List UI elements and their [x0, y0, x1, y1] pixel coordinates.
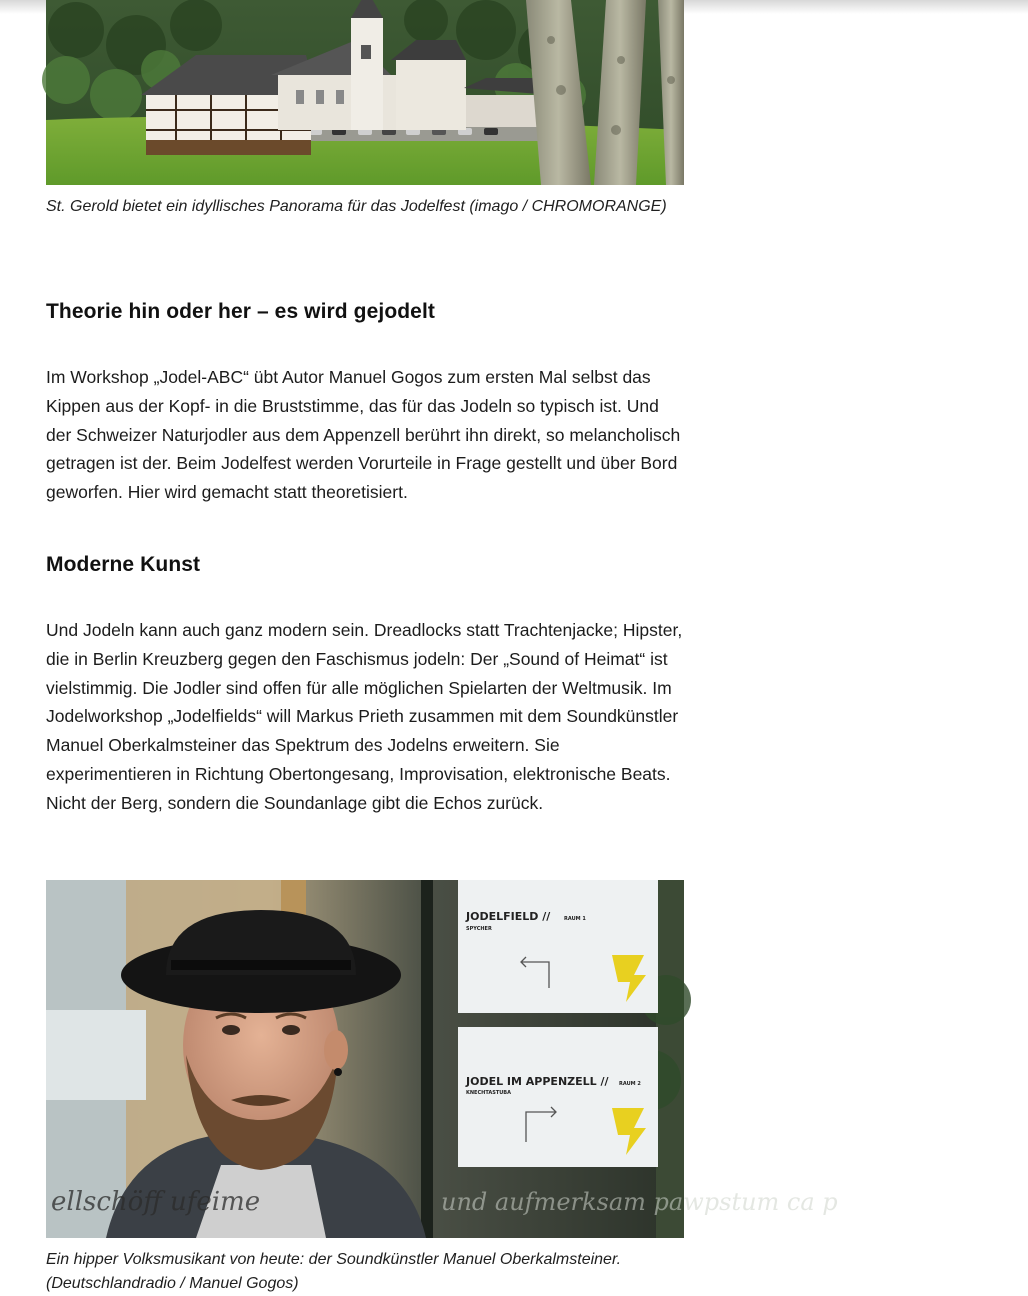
section-paragraph-theorie: Im Workshop „Jodel-ABC“ übt Autor Manuel Gogos zum ersten Mal selbst das Kippen aus der Kopf- in die Bruststimme, das für das Jodeln so typisch ist. Und der Schweizer Naturjodler aus dem Appenzell berührt ihn direkt, so melancholisch getragen ist der. Beim Jodelfest werden Vorurteile in Frage gestellt und über Bord geworfen. Hier wird gemacht statt theoretisiert.	[46, 367, 681, 503]
sign-1-room: RAUM 1	[564, 916, 586, 922]
sign-1-title: JODELFIELD //	[466, 910, 551, 923]
sign-2-room: RAUM 2	[619, 1081, 641, 1087]
st-gerold-photo	[46, 0, 684, 185]
sign-2-sub: KNECHTASTUBA	[466, 1090, 511, 1096]
figure-caption: Ein hipper Volksmusikant von heute: der Soundkünstler Manuel Oberkalmsteiner. (Deutschlandradio / Manuel Gogos)	[46, 1251, 622, 1292]
sign-2-title: JODEL IM APPENZELL //	[466, 1075, 609, 1088]
sign-1-sub: SPYCHER	[466, 926, 492, 932]
section-heading-theorie: Theorie hin oder her – es wird gejodelt	[46, 300, 435, 323]
oberkalmsteiner-photo	[46, 880, 838, 1238]
glass-lettering-left: ellschöff ufeime	[51, 1187, 261, 1217]
section-heading-moderne-kunst: Moderne Kunst	[46, 553, 201, 576]
glass-lettering-right: und aufmerksam pawpstum ca p	[441, 1188, 838, 1216]
section-paragraph-moderne-kunst: Und Jodeln kann auch ganz modern sein. Dreadlocks statt Trachtenjacke; Hipster, die in Berlin Kreuzberg gegen den Faschismus jodeln: Der „Sound of Heimat“ ist vielstimmig. Die Jodler sind offen für alle möglichen Spielarten der Weltmusik. Im Jodelworkshop „Jodelfields“ will Markus Prieth zusammen mit dem Soundkünstler Manuel Oberkalmsteiner das Spektrum des Jodelns erweitern. Sie experimentieren in Richtung Obertongesang, Improvisation, elektronische Beats. Nicht der Berg, sondern die Soundanlage gibt die Echos zurück.	[46, 620, 683, 813]
figure-caption: St. Gerold bietet ein idyllisches Panorama für das Jodelfest (imago / CHROMORANGE)	[46, 198, 667, 215]
